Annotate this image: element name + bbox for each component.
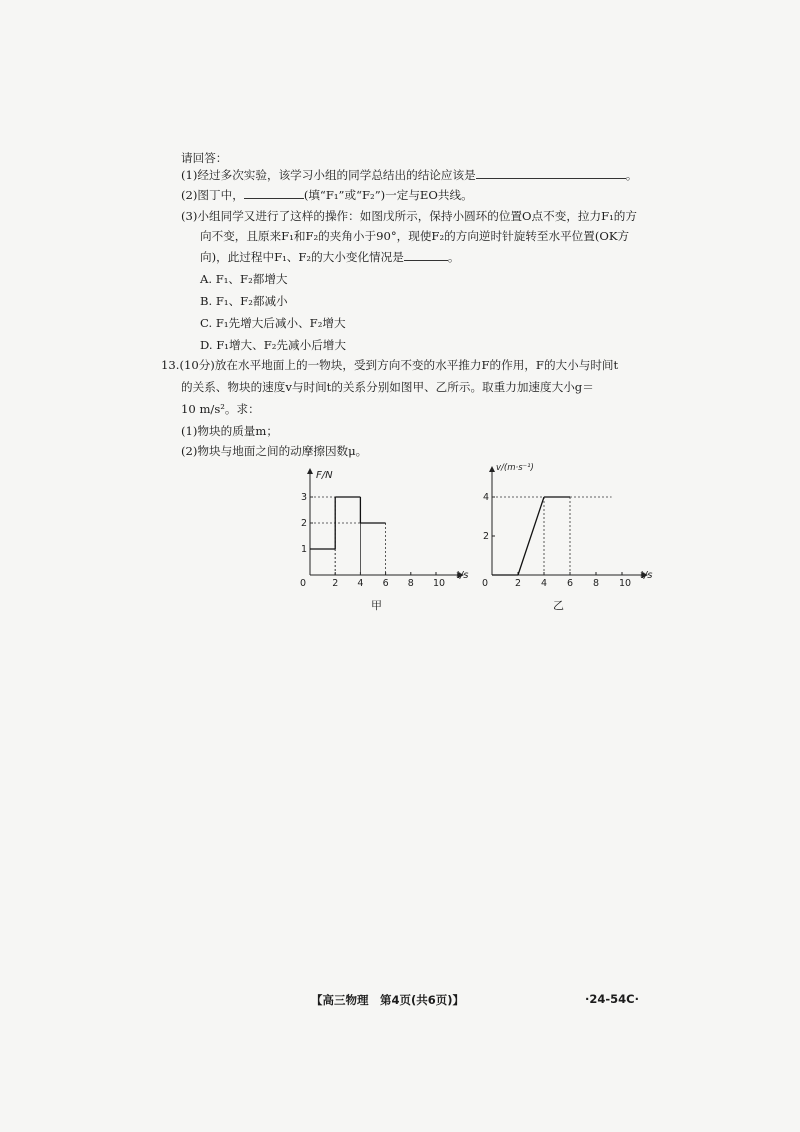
- option-c: [200, 316, 346, 331]
- x-axis-label: t/s: [456, 570, 469, 581]
- p13-text-3: 10 m/s²。求：: [181, 402, 260, 416]
- p13-sub2-text: (2)物块与地面之间的动摩擦因数μ。: [181, 444, 368, 458]
- q1-end: 。: [625, 168, 638, 182]
- x-tick-label: 10: [619, 578, 632, 589]
- y-tick-label: 2: [483, 531, 490, 542]
- x-tick-label: 2: [515, 578, 522, 589]
- graph-jia: [290, 460, 470, 595]
- caption-yi: 乙: [553, 599, 564, 612]
- p13-sub1-text: (1)物块的质量m；: [181, 424, 278, 438]
- option-d: [200, 338, 346, 353]
- page-footer: 【高三物理 第4页(共6页)】: [311, 993, 465, 1007]
- y-tick-label: 3: [301, 492, 308, 503]
- data-segment: [518, 497, 544, 575]
- option-c-text: C. F₁先增大后减小、F₂增大: [200, 316, 346, 330]
- intro-line: [181, 151, 227, 166]
- graph-yi: [472, 460, 662, 595]
- q3-line-3: [200, 250, 459, 265]
- y-axis-arrow-icon: [489, 466, 495, 472]
- x-tick-label: 8: [593, 578, 600, 589]
- option-b: [200, 294, 288, 309]
- q1-line: [181, 168, 637, 183]
- y-axis-label: F/N: [316, 470, 333, 481]
- q2-text-b: (填“F₁”或“F₂”)一定与EO共线。: [303, 188, 473, 202]
- y-axis-arrow-icon: [307, 468, 313, 474]
- q3-text-1: (3)小组同学又进行了这样的操作：如图戊所示，保持小圆环的位置O点不变，拉力F₁的方: [181, 209, 637, 223]
- option-a-text: A. F₁、F₂都增大: [200, 272, 288, 286]
- x-tick-label: 8: [407, 578, 414, 589]
- x-tick-label: 4: [541, 578, 548, 589]
- y-axis-label: v/(m·s⁻¹): [496, 463, 534, 473]
- q1-text: (1)经过多次实验，该学习小组的同学总结出的结论应该是: [181, 168, 476, 182]
- q3-answer-blank[interactable]: [404, 250, 448, 261]
- p13-sub-1: [181, 424, 278, 439]
- p13-line-2: [181, 380, 594, 395]
- q1-answer-blank[interactable]: [476, 168, 626, 179]
- y-tick-label: 2: [301, 518, 308, 529]
- option-b-text: B. F₁、F₂都减小: [200, 294, 288, 308]
- p13-text-2: 的关系、物块的速度v与时间t的关系分别如图甲、乙所示。取重力加速度大小g＝: [181, 380, 594, 394]
- intro-text: 请回答：: [181, 151, 228, 165]
- q3-text-2: 向不变，且原来F₁和F₂的夹角小于90°，现使F₂的方向逆时针旋转至水平位置(OK方: [200, 229, 630, 243]
- q3-line-2: [200, 229, 629, 244]
- y-tick-label: 4: [483, 492, 490, 503]
- p13-line-1: [161, 358, 618, 373]
- x-tick-label: 6: [382, 578, 389, 589]
- q3-text-3: 向)，此过程中F₁、F₂的大小变化情况是: [200, 250, 404, 264]
- p13-text-1: 13.(10分)放在水平地面上的一物块，受到方向不变的水平推力F的作用，F的大小与时间t: [161, 358, 619, 372]
- x-tick-label: 2: [332, 578, 339, 589]
- x-tick-label: 4: [357, 578, 364, 589]
- q2-text-a: (2)图丁中，: [181, 188, 244, 202]
- y-tick-label: 1: [301, 544, 308, 555]
- caption-jia: 甲: [371, 599, 382, 612]
- q3-line-1: [181, 209, 637, 224]
- x-axis-label: t/s: [640, 570, 653, 581]
- x-tick-label: 0: [300, 578, 307, 589]
- q3-end: 。: [447, 250, 460, 264]
- option-d-text: D. F₁增大、F₂先减小后增大: [200, 338, 346, 352]
- x-tick-label: 10: [433, 578, 446, 589]
- p13-sub-2: [181, 444, 367, 459]
- p13-line-3: [181, 402, 260, 417]
- option-a: [200, 272, 288, 287]
- x-tick-label: 0: [482, 578, 489, 589]
- q2-line: [181, 188, 473, 203]
- exam-code: ·24-54C·: [585, 992, 639, 1006]
- q2-answer-blank[interactable]: [244, 188, 304, 199]
- x-tick-label: 6: [567, 578, 574, 589]
